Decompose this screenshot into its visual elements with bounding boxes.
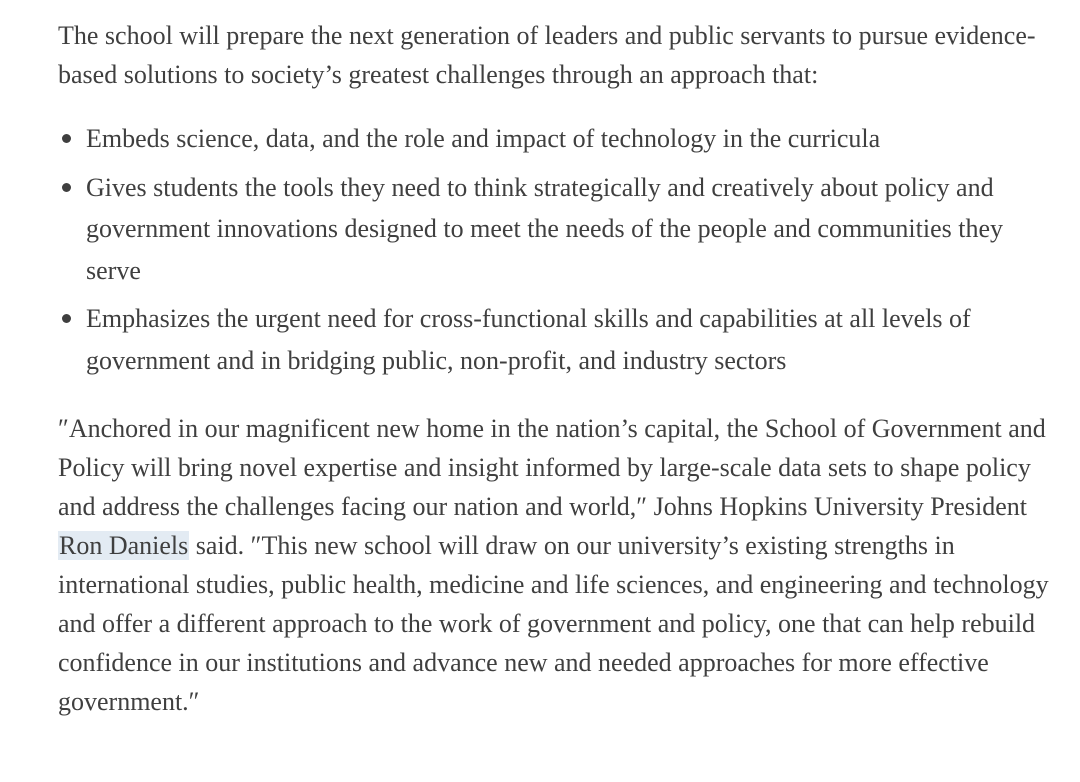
- bullet-icon: [62, 134, 71, 143]
- list-item-text: Gives students the tools they need to think strategically and creatively about policy and government innovations designed to meet the needs of the people and communities they serve: [86, 172, 1003, 285]
- quote-paragraph: [58, 409, 1058, 721]
- quote-text-after: said. ″This new school will draw on our university’s existing strengths in international studies, public health, medicine and life sciences, and engineering and technology and offer a different approach to the work of government and policy, one that can help rebuild confidence in our institutions and advance new and needed approaches for more effective government.″: [58, 531, 1049, 716]
- bullet-icon: [62, 314, 71, 323]
- bullet-icon: [62, 183, 71, 192]
- article-body: [58, 16, 1058, 721]
- list-item-text: Emphasizes the urgent need for cross-functional skills and capabilities at all levels of government and in bridging public, non-profit, and industry sectors: [86, 304, 971, 375]
- list-item: [58, 118, 1058, 160]
- quote-text-before: ″Anchored in our magnificent new home in the nation’s capital, the School of Government and Policy will bring novel expertise and insight informed by large-scale data sets to shape policy and address the challenges facing our nation and world,″ Johns Hopkins University President: [58, 414, 1046, 521]
- list-item: [58, 298, 1058, 381]
- list-item-text: Embeds science, data, and the role and impact of technology in the curricula: [86, 124, 881, 153]
- intro-paragraph: The school will prepare the next generation of leaders and public servants to pursue evidence-based solutions to society’s greatest challenges through an approach that:: [58, 21, 1036, 89]
- approach-list: [58, 118, 1058, 381]
- list-item: [58, 167, 1058, 292]
- highlighted-name[interactable]: Ron Daniels: [59, 531, 189, 560]
